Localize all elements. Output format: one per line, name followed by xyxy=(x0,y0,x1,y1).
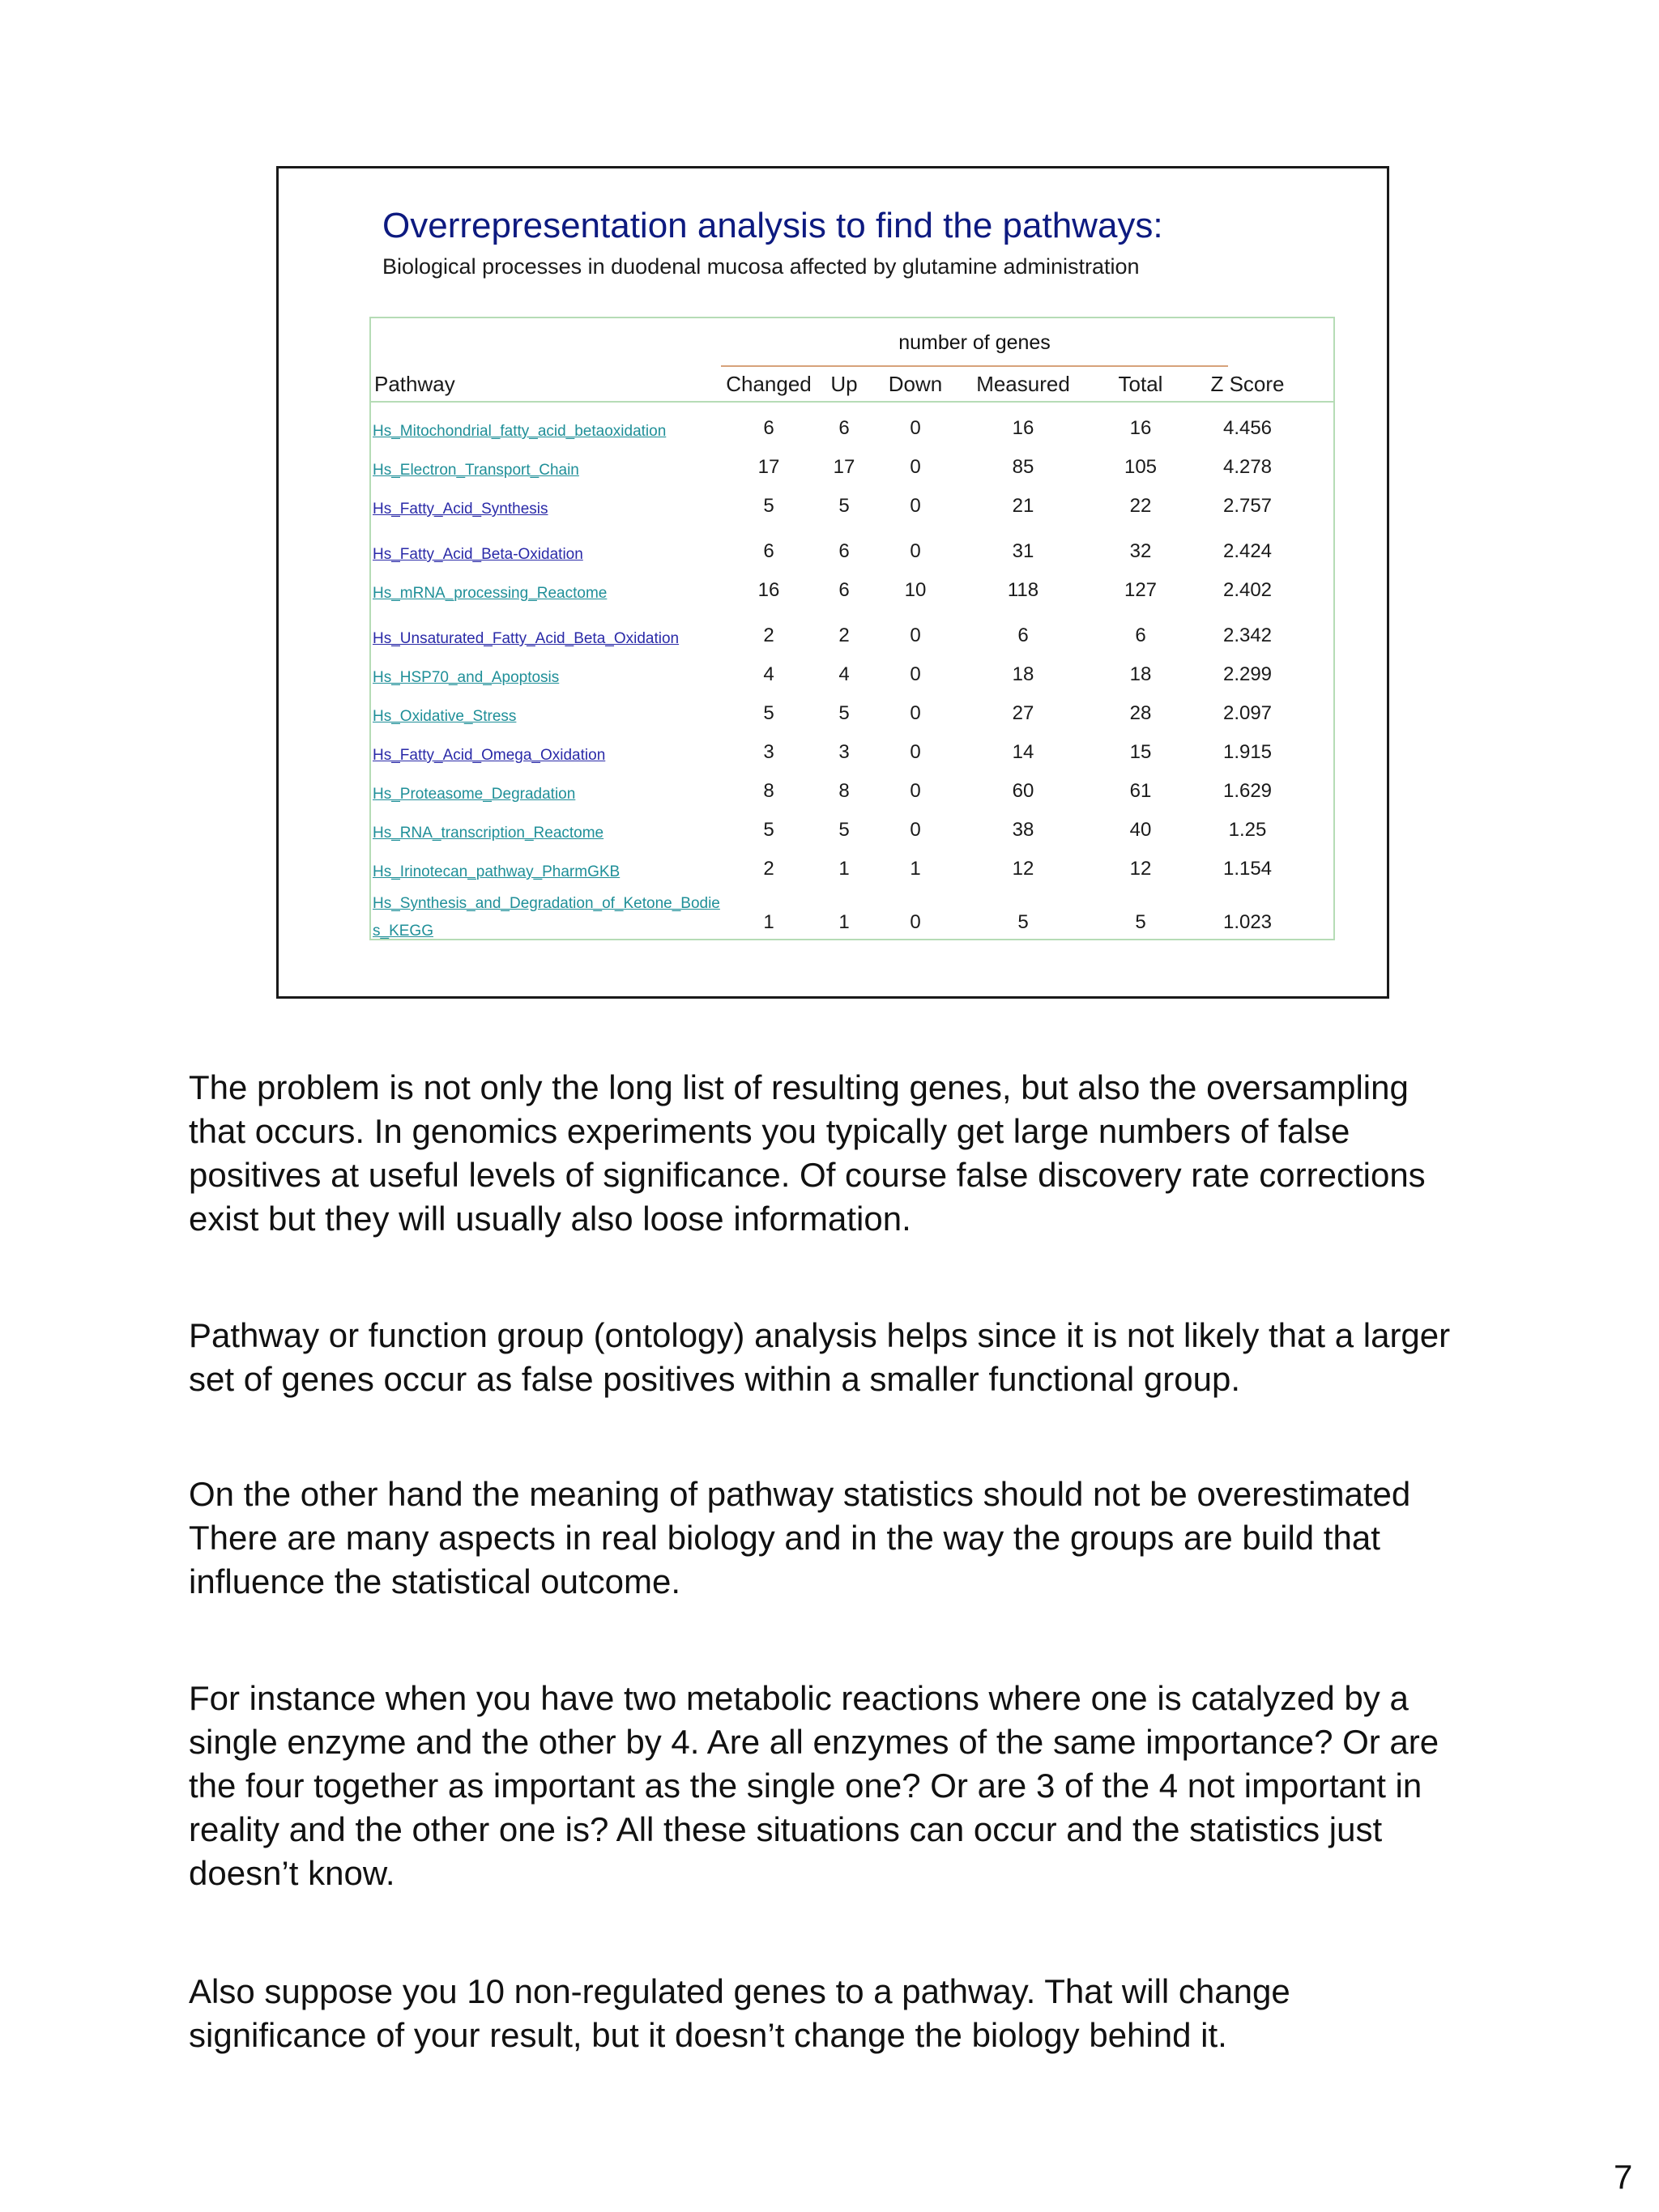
table-row xyxy=(371,573,1333,608)
cell-up: 6 xyxy=(838,417,850,439)
cell-down: 0 xyxy=(910,819,921,841)
pathway-link[interactable]: Hs_Irinotecan_pathway_PharmGKB xyxy=(373,863,621,880)
cell-zscore: 1.154 xyxy=(1222,858,1273,880)
table-row xyxy=(371,735,1333,770)
cell-measured: 118 xyxy=(1007,579,1039,601)
paragraph-1: The problem is not only the long list of resulting genes, but also the oversampling that occurs. In genomics experiments you typically get large numbers of false positives at useful levels of significance. Of course false discovery rate corrections exist but they will usually also loose information. xyxy=(189,1068,1426,1238)
cell-total: 12 xyxy=(1129,858,1152,880)
table-row xyxy=(371,893,1333,940)
cell-zscore: 1.023 xyxy=(1222,911,1273,933)
cell-zscore: 2.402 xyxy=(1222,579,1273,601)
cell-zscore: 2.342 xyxy=(1222,624,1273,646)
paragraph-4: For instance when you have two metabolic reactions where one is catalyzed by a single enzyme and the other by 4. Are all enzymes of the same importance? Or are the four together as important as the single one? Or are 3 of the 4 not important in reality and the other one is? All these situations can occur and the statistics just doesn’t know. xyxy=(189,1679,1439,1892)
cell-up: 5 xyxy=(838,819,850,841)
cell-measured: 85 xyxy=(1012,456,1034,478)
cell-up: 17 xyxy=(833,456,855,478)
cell-up: 2 xyxy=(838,624,850,646)
pathway-link[interactable]: Hs_Fatty_Acid_Omega_Oxidation xyxy=(373,747,606,764)
cell-measured: 27 xyxy=(1012,702,1034,724)
cell-down: 0 xyxy=(910,495,921,517)
col-header-pathway: Pathway xyxy=(374,372,455,396)
cell-up: 3 xyxy=(838,741,850,763)
pathway-link[interactable]: Hs_Synthesis_and_Degradation_of_Ketone_Bodies_KEGG xyxy=(373,895,720,940)
group-header: number of genes xyxy=(721,326,1228,367)
pathway-link[interactable]: Hs_Electron_Transport_Chain xyxy=(373,462,579,479)
pathway-link[interactable]: Hs_Fatty_Acid_Synthesis xyxy=(373,501,548,518)
cell-up: 1 xyxy=(838,911,850,933)
paragraph-2: Pathway or function group (ontology) analysis helps since it is not likely that a larger set of genes occur as false positives within a smaller functional group. xyxy=(189,1316,1451,1398)
cell-zscore: 1.915 xyxy=(1222,741,1273,763)
cell-measured: 12 xyxy=(1012,858,1034,880)
col-header-down: Down xyxy=(888,372,943,396)
cell-total: 16 xyxy=(1129,417,1152,439)
cell-down: 0 xyxy=(910,702,921,724)
pathway-link[interactable]: Hs_RNA_transcription_Reactome xyxy=(373,825,604,842)
pathway-link[interactable]: Hs_HSP70_and_Apoptosis xyxy=(373,669,560,686)
cell-up: 6 xyxy=(838,579,850,601)
cell-down: 1 xyxy=(910,858,921,880)
slide-title: Overrepresentation analysis to find the pathways: xyxy=(382,206,1163,245)
cell-down: 0 xyxy=(910,456,921,478)
pathway-link[interactable]: Hs_Proteasome_Degradation xyxy=(373,786,576,803)
cell-up: 5 xyxy=(838,702,850,724)
cell-changed: 16 xyxy=(757,579,780,601)
table-row xyxy=(371,812,1333,848)
cell-up: 8 xyxy=(838,780,850,802)
pathway-table xyxy=(369,317,1335,940)
cell-changed: 4 xyxy=(763,663,774,685)
paragraph-3: On the other hand the meaning of pathway statistics should not be overestimated There are many aspects in real biology and in the way the groups are build that influence the statistical outcome. xyxy=(189,1475,1411,1600)
cell-measured: 38 xyxy=(1012,819,1034,841)
cell-total: 40 xyxy=(1129,819,1152,841)
cell-changed: 2 xyxy=(763,624,774,646)
cell-measured: 14 xyxy=(1012,741,1034,763)
cell-measured: 21 xyxy=(1012,495,1034,517)
cell-zscore: 4.456 xyxy=(1222,417,1273,439)
cell-down: 10 xyxy=(904,579,927,601)
cell-changed: 6 xyxy=(763,540,774,562)
page-number: 7 xyxy=(1614,2158,1633,2196)
cell-zscore: 4.278 xyxy=(1222,456,1273,478)
cell-measured: 18 xyxy=(1012,663,1034,685)
cell-total: 15 xyxy=(1129,741,1152,763)
table-row xyxy=(371,696,1333,731)
col-header-up: Up xyxy=(830,372,858,396)
pathway-link[interactable]: Hs_Unsaturated_Fatty_Acid_Beta_Oxidation xyxy=(373,630,680,647)
col-header-measured: Measured xyxy=(976,372,1070,396)
cell-total: 5 xyxy=(1135,911,1146,933)
cell-total: 28 xyxy=(1129,702,1152,724)
cell-zscore: 2.097 xyxy=(1222,702,1273,724)
cell-total: 6 xyxy=(1135,624,1146,646)
cell-changed: 3 xyxy=(763,741,774,763)
cell-changed: 5 xyxy=(763,495,774,517)
cell-up: 6 xyxy=(838,540,850,562)
cell-zscore: 2.424 xyxy=(1222,540,1273,562)
slide-figure xyxy=(276,166,1389,999)
cell-down: 0 xyxy=(910,540,921,562)
cell-up: 4 xyxy=(838,663,850,685)
cell-up: 5 xyxy=(838,495,850,517)
table-row xyxy=(371,411,1333,446)
cell-total: 18 xyxy=(1129,663,1152,685)
cell-total: 61 xyxy=(1129,780,1152,802)
slide-subtitle: Biological processes in duodenal mucosa affected by glutamine administration xyxy=(382,254,1140,279)
pathway-link[interactable]: Hs_Oxidative_Stress xyxy=(373,708,517,725)
cell-changed: 6 xyxy=(763,417,774,439)
cell-measured: 60 xyxy=(1012,780,1034,802)
cell-total: 32 xyxy=(1129,540,1152,562)
header-rule xyxy=(371,401,1333,403)
cell-total: 22 xyxy=(1129,495,1152,517)
pathway-link[interactable]: Hs_Mitochondrial_fatty_acid_betaoxidation xyxy=(373,423,667,440)
cell-measured: 16 xyxy=(1012,417,1034,439)
col-header-total: Total xyxy=(1118,372,1163,396)
cell-down: 0 xyxy=(910,911,921,933)
cell-down: 0 xyxy=(910,624,921,646)
cell-changed: 1 xyxy=(763,911,774,933)
cell-down: 0 xyxy=(910,780,921,802)
cell-total: 105 xyxy=(1124,456,1158,478)
col-header-changed: Changed xyxy=(726,372,812,396)
table-row xyxy=(371,618,1333,654)
pathway-link[interactable]: Hs_Fatty_Acid_Beta-Oxidation xyxy=(373,546,583,563)
cell-total: 127 xyxy=(1124,579,1158,601)
table-row xyxy=(371,488,1333,524)
cell-changed: 17 xyxy=(757,456,780,478)
col-header-zscore: Z Score xyxy=(1210,372,1285,396)
cell-changed: 5 xyxy=(763,819,774,841)
cell-down: 0 xyxy=(910,663,921,685)
paragraph-5: Also suppose you 10 non-regulated genes to a pathway. That will change significance of your result, but it doesn’t change the biology behind it. xyxy=(189,1972,1290,2054)
cell-down: 0 xyxy=(910,417,921,439)
cell-zscore: 1.25 xyxy=(1228,819,1267,841)
table-row xyxy=(371,534,1333,569)
pathway-link[interactable]: Hs_mRNA_processing_Reactome xyxy=(373,585,608,602)
cell-changed: 8 xyxy=(763,780,774,802)
cell-up: 1 xyxy=(838,858,850,880)
cell-changed: 2 xyxy=(763,858,774,880)
cell-changed: 5 xyxy=(763,702,774,724)
cell-measured: 6 xyxy=(1017,624,1029,646)
cell-measured: 5 xyxy=(1017,911,1029,933)
table-row xyxy=(371,774,1333,809)
table-row xyxy=(371,851,1333,887)
table-row xyxy=(371,657,1333,693)
cell-measured: 31 xyxy=(1012,540,1034,562)
cell-zscore: 2.299 xyxy=(1222,663,1273,685)
cell-zscore: 2.757 xyxy=(1222,495,1273,517)
table-row xyxy=(371,450,1333,485)
cell-zscore: 1.629 xyxy=(1222,780,1273,802)
cell-down: 0 xyxy=(910,741,921,763)
